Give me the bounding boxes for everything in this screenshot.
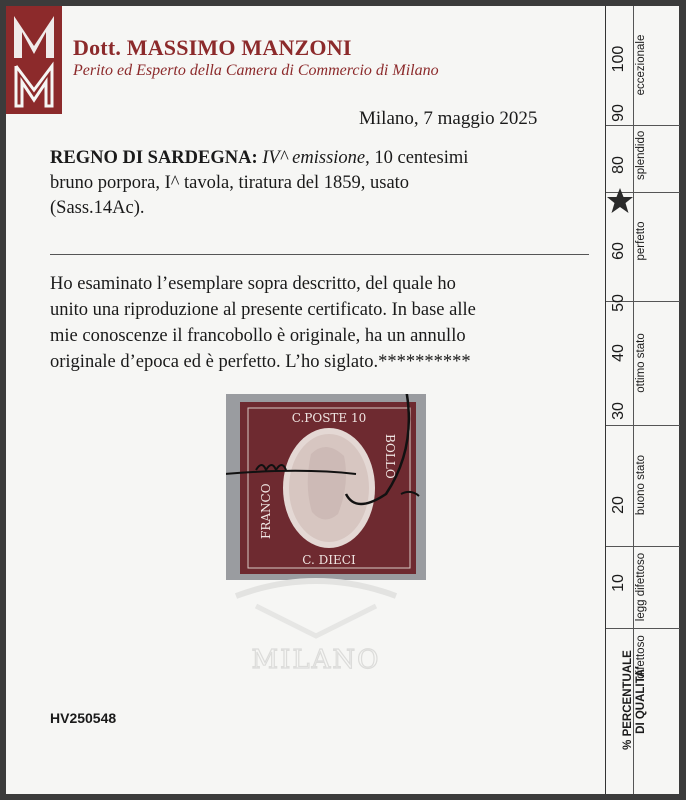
milano-watermark bbox=[196, 576, 436, 686]
description-line-1 bbox=[50, 148, 468, 169]
scale-number-100: 100 bbox=[610, 45, 627, 73]
quality-scale bbox=[605, 6, 680, 794]
scale-number-60: 60 bbox=[610, 242, 627, 260]
stamp-bottom-text: C. DIECI bbox=[302, 553, 356, 567]
scale-number-90: 90 bbox=[610, 104, 627, 122]
scale-legend-line-2: DI QUALITA' bbox=[635, 666, 647, 734]
expert-name: Dott. MASSIMO MANZONI bbox=[73, 35, 352, 60]
scale-number-80: 80 bbox=[610, 156, 627, 174]
grade-label-eccezionale: eccezionale bbox=[635, 34, 647, 96]
scale-legend bbox=[622, 625, 650, 775]
grade-label-difettoso: difettoso bbox=[635, 635, 647, 679]
certificate bbox=[6, 6, 679, 794]
stamp-left-text: FRANCO bbox=[259, 483, 273, 539]
watermark-text: MILANO bbox=[251, 645, 381, 675]
scale-number-10: 10 bbox=[610, 574, 627, 592]
grade-label-ottimo-stato: ottimo stato bbox=[635, 333, 647, 393]
manzoni-logo bbox=[6, 6, 62, 114]
opinion-line-3: mie conoscenze il francobollo è originale, ha un annullo bbox=[50, 326, 466, 346]
opinion-line-1: Ho esaminato l’esemplare sopra descritto, del quale ho bbox=[50, 274, 456, 294]
country-label: REGNO DI SARDEGNA: bbox=[50, 148, 258, 168]
stamp-artwork bbox=[226, 394, 426, 580]
scale-number-50: 50 bbox=[610, 294, 627, 312]
expert-title: Perito ed Esperto della Camera di Commercio di Milano bbox=[73, 62, 439, 79]
scale-row-divider bbox=[606, 546, 680, 547]
grade-label-perfetto: perfetto bbox=[635, 221, 647, 261]
scale-legend-line-1: % PERCENTUALE bbox=[622, 650, 634, 750]
opinion-line-2: unito una riproduzione al presente certificato. In base alle bbox=[50, 300, 476, 320]
grade-label-legg-difettoso: legg difettoso bbox=[635, 552, 647, 622]
logo-mark-icon bbox=[6, 6, 62, 114]
description-line-2: bruno porpora, I^ tavola, tiratura del 1859, usato bbox=[50, 173, 410, 193]
issue-label: IV^ emissione bbox=[262, 148, 366, 168]
stamp-image bbox=[226, 394, 426, 580]
scale-number-40: 40 bbox=[610, 344, 627, 362]
scale-number-20: 20 bbox=[610, 496, 627, 514]
grade-label-splendido: splendido bbox=[635, 130, 647, 180]
certificate-code: HV250548 bbox=[50, 710, 117, 726]
description-line-3: (Sass.14Ac). bbox=[50, 198, 145, 218]
stamp-top-text: C.POSTE 10 bbox=[291, 411, 367, 425]
selected-grade-star-icon bbox=[606, 186, 634, 216]
opinion-line-4: originale d’epoca ed è perfetto. L’ho siglato.********** bbox=[50, 352, 471, 372]
scale-number-30: 30 bbox=[610, 402, 627, 420]
value-label: , 10 centesimi bbox=[365, 148, 469, 168]
place-date: Milano, 7 maggio 2025 bbox=[359, 108, 538, 129]
stamp-right-text: BOLLO bbox=[383, 434, 397, 479]
section-divider bbox=[50, 254, 589, 255]
grade-label-buono-stato: buono stato bbox=[635, 454, 647, 516]
